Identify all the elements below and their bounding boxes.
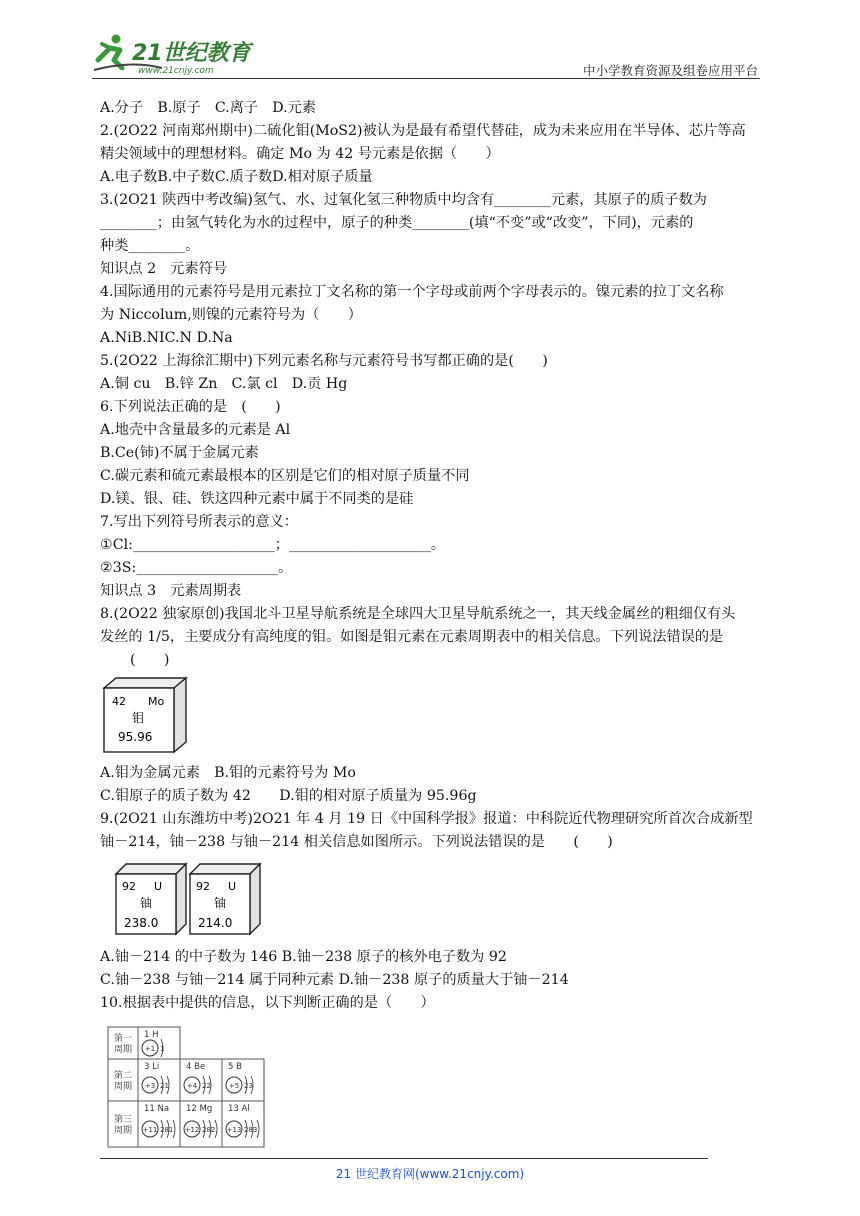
period-label: 第三 <box>114 1115 133 1125</box>
option-b: B.Ce(铈)不属于金属元素 <box>100 445 259 461</box>
question-7: 7.写出下列符号所表示的意义： <box>100 514 298 530</box>
period-label: 周期 <box>114 1045 133 1055</box>
electron-count: 22 <box>202 1082 211 1090</box>
u238-mass: 238.0 <box>124 916 159 930</box>
nucleus-charge: +3 <box>144 1082 156 1090</box>
mo-symbol: Mo <box>148 695 165 708</box>
footer-text: 21 世纪教育网(www.21cnjy.com) <box>335 1167 525 1181</box>
options-line: A.铀－214 的中子数为 146 B.铀－238 原子的核外电子数为 92 <box>100 949 507 965</box>
nucleus-charge: +12 <box>184 1126 200 1134</box>
u238-number: 92 <box>122 880 136 893</box>
options-line: A.NiB.NIC.N D.Na <box>100 330 233 346</box>
text-line: 精尖领域中的理想材料。确定 Mo 为 42 号元素是依据（ ） <box>100 146 500 162</box>
logo-url-text: www.21cnjy.com <box>138 66 214 76</box>
electron-count: 283 <box>244 1126 258 1134</box>
question-9: 9.(2O21 山东潍坊中考)2O21 年 4 月 19 日《中国科学报》报道：中科院近代物理研究所首次合成新型 <box>100 811 753 827</box>
question-2: 2.(2O22 河南郑州期中)二硫化钼(MoS2)被认为是最有希望代替硅，成为未来应用在半导体、芯片等高 <box>100 123 746 139</box>
nucleus-charge: +1 <box>144 1045 156 1053</box>
mo-element-card <box>102 676 222 754</box>
electron-count: 281 <box>160 1126 174 1134</box>
mo-name: 钼 <box>132 711 145 725</box>
u214-symbol: U <box>228 880 237 893</box>
option-c: C.碳元素和硫元素最根本的区别是它们的相对原子质量不同 <box>100 468 470 484</box>
element-head: 11 Na <box>144 1104 170 1114</box>
runner-head-icon <box>112 35 121 44</box>
nucleus-charge: +5 <box>228 1082 240 1090</box>
text-line: A.分子 B.原子 C.离子 D.元素 <box>100 100 316 116</box>
electron-count: 282 <box>202 1126 216 1134</box>
question-8: 8.(2O22 独家原创)我国北斗卫星导航系统是全球四大卫星导航系统之一，其天线金属丝的粗细仅有头 <box>100 606 736 622</box>
element-head: 1 H <box>144 1030 159 1040</box>
period-label: 周期 <box>114 1082 133 1092</box>
options-line: C.钼原子的质子数为 42 D.钼的相对原子质量为 95.96g <box>100 788 477 804</box>
period-label: 第一 <box>114 1034 133 1044</box>
question-4: 4.国际通用的元素符号是用元素拉丁文名称的第一个字母或前两个字母表示的。镍元素的拉丁文名称 <box>100 284 724 300</box>
element-head: 5 B <box>228 1062 242 1072</box>
text-line: 铀－214，铀－238 与铀－214 相关信息如图所示。下列说法错误的是 ( ) <box>100 834 613 850</box>
question-3: 3.(2O21 陕西中考改编)氢气、水、过氧化氢三种物质中均含有________元素，其原子的质子数为 <box>100 192 707 208</box>
text-line: 种类________。 <box>100 238 200 254</box>
option-a: A.地壳中含量最多的元素是 Al <box>100 422 291 438</box>
period-label: 周期 <box>114 1126 133 1136</box>
u214-number: 92 <box>196 880 210 893</box>
nucleus-charge: +4 <box>186 1082 198 1090</box>
text-line: ________；由氢气转化为水的过程中，原子的种类________(填“不变”或“改变”，下同)，元素的 <box>100 215 694 231</box>
periodic-table-figure <box>106 1025 286 1153</box>
u214-name: 铀 <box>214 896 227 910</box>
element-head: 3 Li <box>144 1062 160 1072</box>
options-line: A.钼为金属元素 B.钼的元素符号为 Mo <box>100 765 356 781</box>
options-line: C.铀－238 与铀－214 属于同种元素 D.铀－238 原子的质量大于铀－214 <box>100 972 569 988</box>
options-line: A.铜 cu B.锌 Zn C.氯 cl D.贡 Hg <box>100 376 348 392</box>
element-head: 13 Al <box>228 1104 250 1114</box>
footer-divider <box>100 1158 708 1159</box>
electron-count: 21 <box>160 1082 169 1090</box>
section-heading: 知识点 3 元素周期表 <box>100 583 242 599</box>
text-line: ①Cl:____________________；____________________。 <box>100 537 446 553</box>
section-heading: 知识点 2 元素符号 <box>100 261 228 277</box>
text-line: 发丝的 1/5，主要成分有高纯度的钼。如图是钼元素在元素周期表中的相关信息。下列说法错误的是 <box>100 629 724 645</box>
page-header <box>92 30 762 80</box>
element-head: 4 Be <box>186 1062 206 1072</box>
uranium-cards <box>102 862 302 938</box>
u238-card <box>116 864 186 934</box>
u238-symbol: U <box>154 880 163 893</box>
platform-name: 中小学教育资源及组卷应用平台 <box>582 63 758 78</box>
mo-mass: 95.96 <box>118 730 153 744</box>
mo-number: 42 <box>112 695 126 708</box>
option-d: D.镁、银、硅、铁这四种元素中属于不同类的是硅 <box>100 491 414 507</box>
logo <box>92 30 262 76</box>
header-divider <box>92 78 760 79</box>
text-line: 为 Niccolum,则镍的元素符号为（ ） <box>100 307 362 323</box>
options-line: A.电子数B.中子数C.质子数D.相对原子质量 <box>100 169 373 185</box>
question-5: 5.(2O22 上海徐汇期中)下列元素名称与元素符号书写都正确的是( ) <box>100 353 548 369</box>
u214-card <box>190 864 260 934</box>
period-label: 第二 <box>114 1071 133 1081</box>
u238-name: 铀 <box>140 896 153 910</box>
text-line: ②3S:____________________。 <box>100 560 293 576</box>
u214-mass: 214.0 <box>198 916 233 930</box>
question-10: 10.根据表中提供的信息，以下判断正确的是（ ） <box>100 995 435 1011</box>
nucleus-charge: +13 <box>226 1126 242 1134</box>
page-content <box>100 97 768 1153</box>
electron-count: 1 <box>160 1045 165 1053</box>
answer-blank: ( ) <box>130 652 170 668</box>
question-6: 6.下列说法正确的是 ( ) <box>100 399 281 415</box>
electron-count: 23 <box>244 1082 253 1090</box>
nucleus-charge: +11 <box>142 1126 158 1134</box>
element-head: 12 Mg <box>186 1104 213 1114</box>
logo-main-text: 21世纪教育 <box>132 41 251 66</box>
